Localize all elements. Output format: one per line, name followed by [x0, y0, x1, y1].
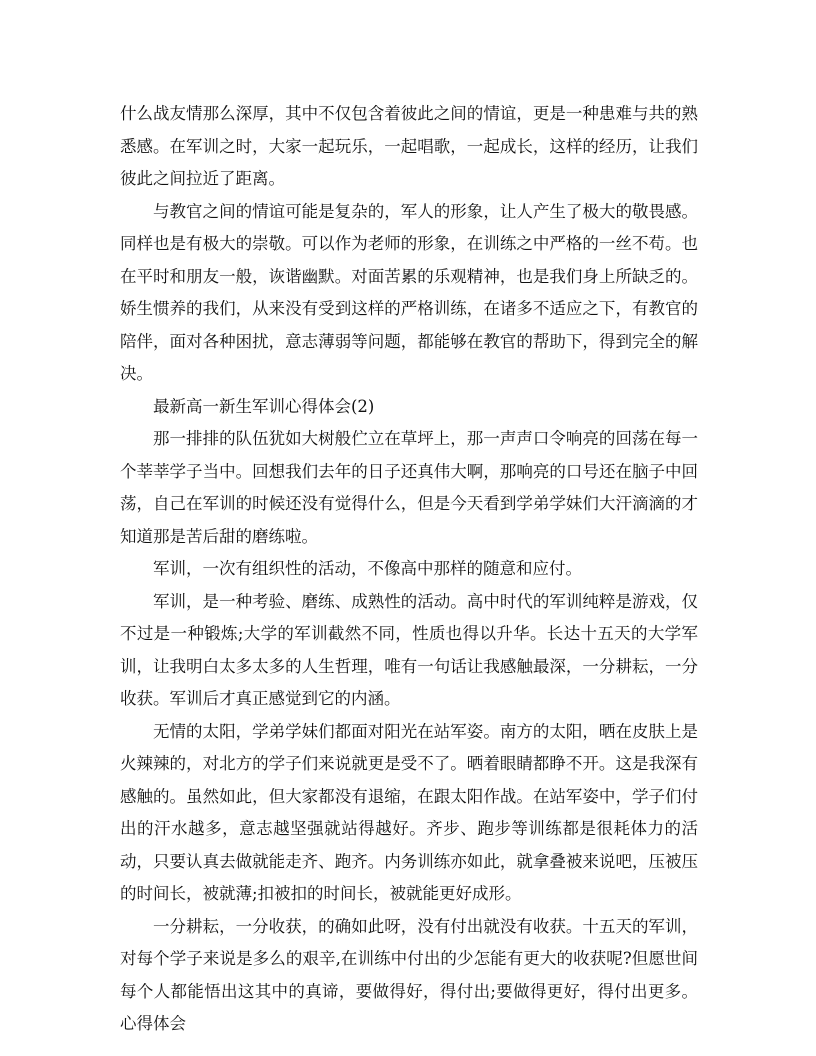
paragraph-4: 那一排排的队伍犹如大树般伫立在草坪上，那一声声口令响亮的回荡在每一个莘莘学子当中。回想我们去年的日子还真伟大啊，那响亮的口号还在脑子中回荡，自己在军训的时候还没有觉得什么，但是今天看到学弟学妹们大汗滴滴的才知道那是苦后甜的磨练啦。	[120, 429, 698, 546]
paragraph-1: 什么战友情那么深厚，其中不仅包含着彼此之间的情谊，更是一种患难与共的熟悉感。在军训之时，大家一起玩乐，一起唱歌，一起成长，这样的经历，让我们彼此之间拉近了距离。	[120, 104, 698, 188]
paragraph-7: 无情的太阳，学弟学妹们都面对阳光在站军姿。南方的太阳，晒在皮肤上是火辣辣的，对北方的学子们来说就更是受不了。晒着眼睛都睁不开。这是我深有感触的。虽然如此，但大家都没有退缩，在跟太阳作战。在站军姿中，学子们付出的汗水越多，意志越坚强就站得越好。齐步、跑步等训练都是很耗体力的活动，只要认真去做就能走齐、跑齐。内务训练亦如此，就拿叠被来说吧，压被压的时间长，被就薄;扣被扣的时间长，被就能更好成形。	[120, 721, 698, 903]
paragraph-2: 与教官之间的情谊可能是复杂的，军人的形象，让人产生了极大的敬畏感。同样也是有极大的崇敬。可以作为老师的形象，在训练之中严格的一丝不苟。也在平时和朋友一般，诙谐幽默。对面苦累的乐观精神，也是我们身上所缺乏的。娇生惯养的我们，从来没有受到这样的严格训练，在诸多不适应之下，有教官的陪伴，面对各种困扰，意志薄弱等问题，都能够在教官的帮助下，得到完全的解决。	[120, 201, 698, 383]
document-page	[120, 98, 698, 1041]
paragraph-6: 军训，是一种考验、磨练、成熟性的活动。高中时代的军训纯粹是游戏，仅不过是一种锻炼;大学的军训截然不同，性质也得以升华。长达十五天的大学军训，让我明白太多太多的人生哲理，唯有一句话让我感触最深，一分耕耘，一分收获。军训后才真正感觉到它的内涵。	[120, 591, 698, 708]
paragraph-5: 军训，一次有组织性的活动，不像高中那样的随意和应付。	[153, 559, 582, 578]
paragraph-8: 一分耕耘，一分收获，的确如此呀，没有付出就没有收获。十五天的军训，对每个学子来说是多么的艰辛,在训练中付出的少怎能有更大的收获呢?但愿世间每个人都能悟出这其中的真谛，要做得好，得付出;要做得更好，得付出更多。心得体会	[120, 916, 698, 1033]
section-heading: 最新高一新生军训心得体会(2)	[153, 396, 375, 416]
